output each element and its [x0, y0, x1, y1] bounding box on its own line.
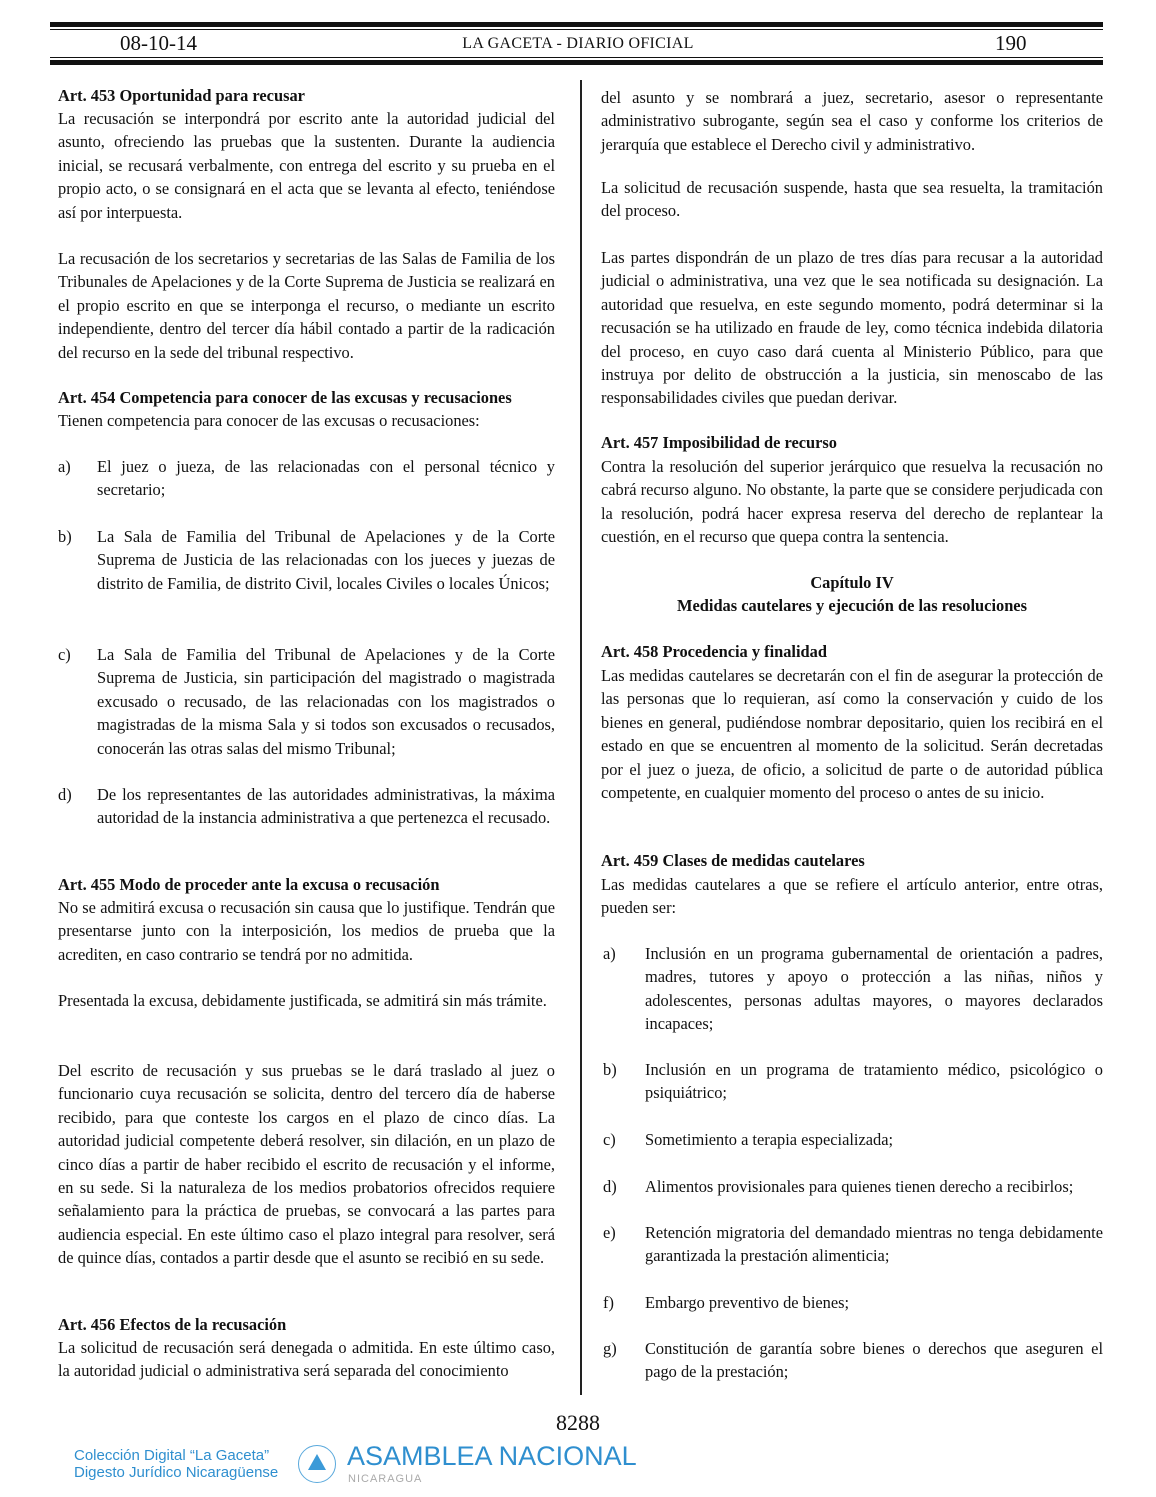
header-rule-top: [50, 22, 1103, 27]
article-456-paragraph: La solicitud de recusación será denegada o admitida. En este último caso, la autoridad judicial o administrativa será separada del conocimiento: [58, 1338, 555, 1381]
list-text: Inclusión en un programa gubernamental de orientación a padres, madres, tutores y apoyo o protección a las niñas, niños y adolescentes, personas adultas mayores, o mayores declarados incapaces;: [645, 944, 1103, 1034]
column-divider: [580, 80, 582, 1395]
list-letter: a): [58, 457, 71, 476]
list-text: El juez o jueza, de las relacionadas con el personal técnico y secretario;: [97, 457, 555, 500]
list-letter: c): [58, 645, 71, 664]
list-letter: a): [603, 944, 616, 963]
article-458-heading: Art. 458 Procedencia y finalidad: [601, 642, 827, 661]
issue-date: 08-10-14: [120, 31, 197, 55]
article-456-continuation-1: del asunto y se nombrará a juez, secretario, asesor o representante administrativo subrogante, según sea el caso y conforme los criterios de jerarquía que establece el Derecho civil y administrativo.: [601, 88, 1103, 154]
list-text: Sometimiento a terapia especializada;: [645, 1130, 894, 1149]
list-letter: c): [603, 1130, 616, 1149]
article-453-heading: Art. 453 Oportunidad para recusar: [58, 86, 305, 105]
article-454-paragraph: Tienen competencia para conocer de las excusas o recusaciones:: [58, 411, 480, 430]
article-457-heading: Art. 457 Imposibilidad de recurso: [601, 433, 838, 452]
list-text: Embargo preventivo de bienes;: [645, 1293, 850, 1312]
collection-line-2: Digesto Jurídico Nicaragüense: [74, 1464, 279, 1481]
national-seal-icon: [298, 1445, 336, 1483]
article-455-heading: Art. 455 Modo de proceder ante la excusa o recusación: [58, 875, 440, 894]
chapter-number: Capítulo IV: [810, 573, 894, 592]
organization-country: NICARAGUA: [348, 1473, 423, 1485]
chapter-title: Medidas cautelares y ejecución de las resoluciones: [677, 596, 1027, 615]
list-letter: e): [603, 1223, 616, 1242]
article-454-heading: Art. 454 Competencia para conocer de las excusas y recusaciones: [58, 388, 512, 407]
list-letter: d): [603, 1177, 617, 1196]
list-letter: d): [58, 785, 72, 804]
issue-number: 190: [995, 31, 1027, 55]
header-rule-top-thin: [50, 29, 1103, 30]
publication-title: LA GACETA - DIARIO OFICIAL: [462, 35, 694, 52]
list-text: Inclusión en un programa de tratamiento médico, psicológico o psiquiátrico;: [645, 1060, 1103, 1103]
article-456-continuation-2: La solicitud de recusación suspende, hasta que sea resuelta, la tramitación del proceso.: [601, 178, 1103, 221]
article-455-paragraph-3: Del escrito de recusación y sus pruebas se le dará traslado al juez o funcionario cuya recusación se solicita, dentro del tercero día de haberse recibido, para que conteste los cargos en el plazo de cinco días. La autoridad judicial competente deberá resolver, sin dilación, en un plazo de cinco días a partir de haber recibido el escrito de recusación y el informe, en su sede. Si la naturaleza de los medios probatorios ofrecidos requiere señalamiento para la práctica de pruebas, se convocará a las partes para audiencia especial. En este último caso el plazo integral para resolver, será de quince días, contados a partir desde que el asunto se recibió en su sede.: [58, 1061, 555, 1268]
organization-name: ASAMBLEA NACIONAL: [347, 1441, 637, 1471]
article-455-paragraph-1: No se admitirá excusa o recusación sin causa que lo justifique. Tendrán que presentarse junto con la interposición, los medios de prueba que la acrediten, en caso contrario se tendrá por no admitida.: [58, 898, 555, 964]
article-459-paragraph: Las medidas cautelares a que se refiere el artículo anterior, entre otras, pueden ser:: [601, 875, 1103, 918]
article-453-paragraph-2: La recusación de los secretarios y secretarias de las Salas de Familia de los Tribunales de Apelaciones y de la Corte Suprema de Justicia se realizará en el propio escrito en que se interponga el recurso, o mediante un escrito independiente, dentro del tercer día hábil contado a partir de la radicación del recurso en la sede del tribunal respectivo.: [58, 249, 555, 362]
collection-label: [74, 1447, 278, 1481]
list-text: Constitución de garantía sobre bienes o derechos que aseguren el pago de la prestación;: [645, 1339, 1103, 1382]
article-453-paragraph-1: La recusación se interpondrá por escrito ante la autoridad judicial del asunto, ofreciendo las pruebas que la sustenten. Durante la audiencia inicial, se recusará verbalmente, con entrega del escrito y su prueba en el propio acto, o se consignará en el acta que se levanta al efecto, teniéndose así por interpuesta.: [58, 109, 555, 222]
article-459-heading: Art. 459 Clases de medidas cautelares: [601, 851, 865, 870]
header-rule-bottom-thin: [50, 57, 1103, 58]
list-text: Alimentos provisionales para quienes tienen derecho a recibirlos;: [645, 1177, 1074, 1196]
list-text: La Sala de Familia del Tribunal de Apelaciones y de la Corte Suprema de Justicia, sin participación del magistrado o magistrada excusado o recusado, de las relacionadas con los magistrados o magistradas de la misma Sala y si todos son excusados o recusados, conocerán las otras salas del mismo Tribunal;: [97, 645, 555, 758]
collection-line-1: Colección Digital “La Gaceta”: [74, 1447, 270, 1464]
article-455-paragraph-2: Presentada la excusa, debidamente justificada, se admitirá sin más trámite.: [58, 991, 547, 1010]
header-rule-bottom: [50, 60, 1103, 65]
list-letter: g): [603, 1339, 617, 1358]
list-letter: b): [603, 1060, 617, 1079]
list-letter: f): [603, 1293, 614, 1312]
article-456-continuation-3: Las partes dispondrán de un plazo de tres días para recusar a la autoridad judicial o administrativa, una vez que le sea notificada su designación. La autoridad que resuelva, en este segundo momento, podrá determinar si la recusación se ha utilizado en fraude de ley, como técnica indebida dilatoria del proceso, en cuyo caso dará cuenta al Ministerio Público, para que instruya por delito de obstrucción a la justicia, sin menoscabo de las responsabilidades civiles que puedan derivar.: [601, 248, 1103, 408]
article-457-paragraph: Contra la resolución del superior jerárquico que resuelva la recusación no cabrá recurso alguno. No obstante, la parte que se considere perjudicada con la resolución, podrá hacer expresa reserva del derecho de replantear la cuestión, en el recurso que quepa contra la sentencia.: [601, 457, 1103, 547]
list-text: La Sala de Familia del Tribunal de Apelaciones y de la Corte Suprema de Justicia de las relacionadas con los jueces y juezas de distrito de Familia, de distrito Civil, locales Civiles o locales Únicos;: [97, 527, 555, 593]
article-456-heading: Art. 456 Efectos de la recusación: [58, 1315, 287, 1334]
article-458-paragraph: Las medidas cautelares se decretarán con el fin de asegurar la protección de las personas que lo requieran, así como la conservación y cuido de los bienes en general, pudiéndose nombrar depositario, quien los recibirá en el estado en que se encuentren al momento de la solicitud. Serán decretadas por el juez o jueza, de oficio, a solicitud de parte o de autoridad pública competente, en cualquier momento del proceso o antes de su inicio.: [601, 666, 1103, 803]
list-letter: b): [58, 527, 72, 546]
list-text: De los representantes de las autoridades administrativas, la máxima autoridad de la instancia administrativa a que pertenezca el recusado.: [97, 785, 555, 828]
list-text: Retención migratoria del demandado mientras no tenga debidamente garantizada la prestación alimenticia;: [645, 1223, 1103, 1266]
page-number: 8288: [556, 1410, 600, 1435]
